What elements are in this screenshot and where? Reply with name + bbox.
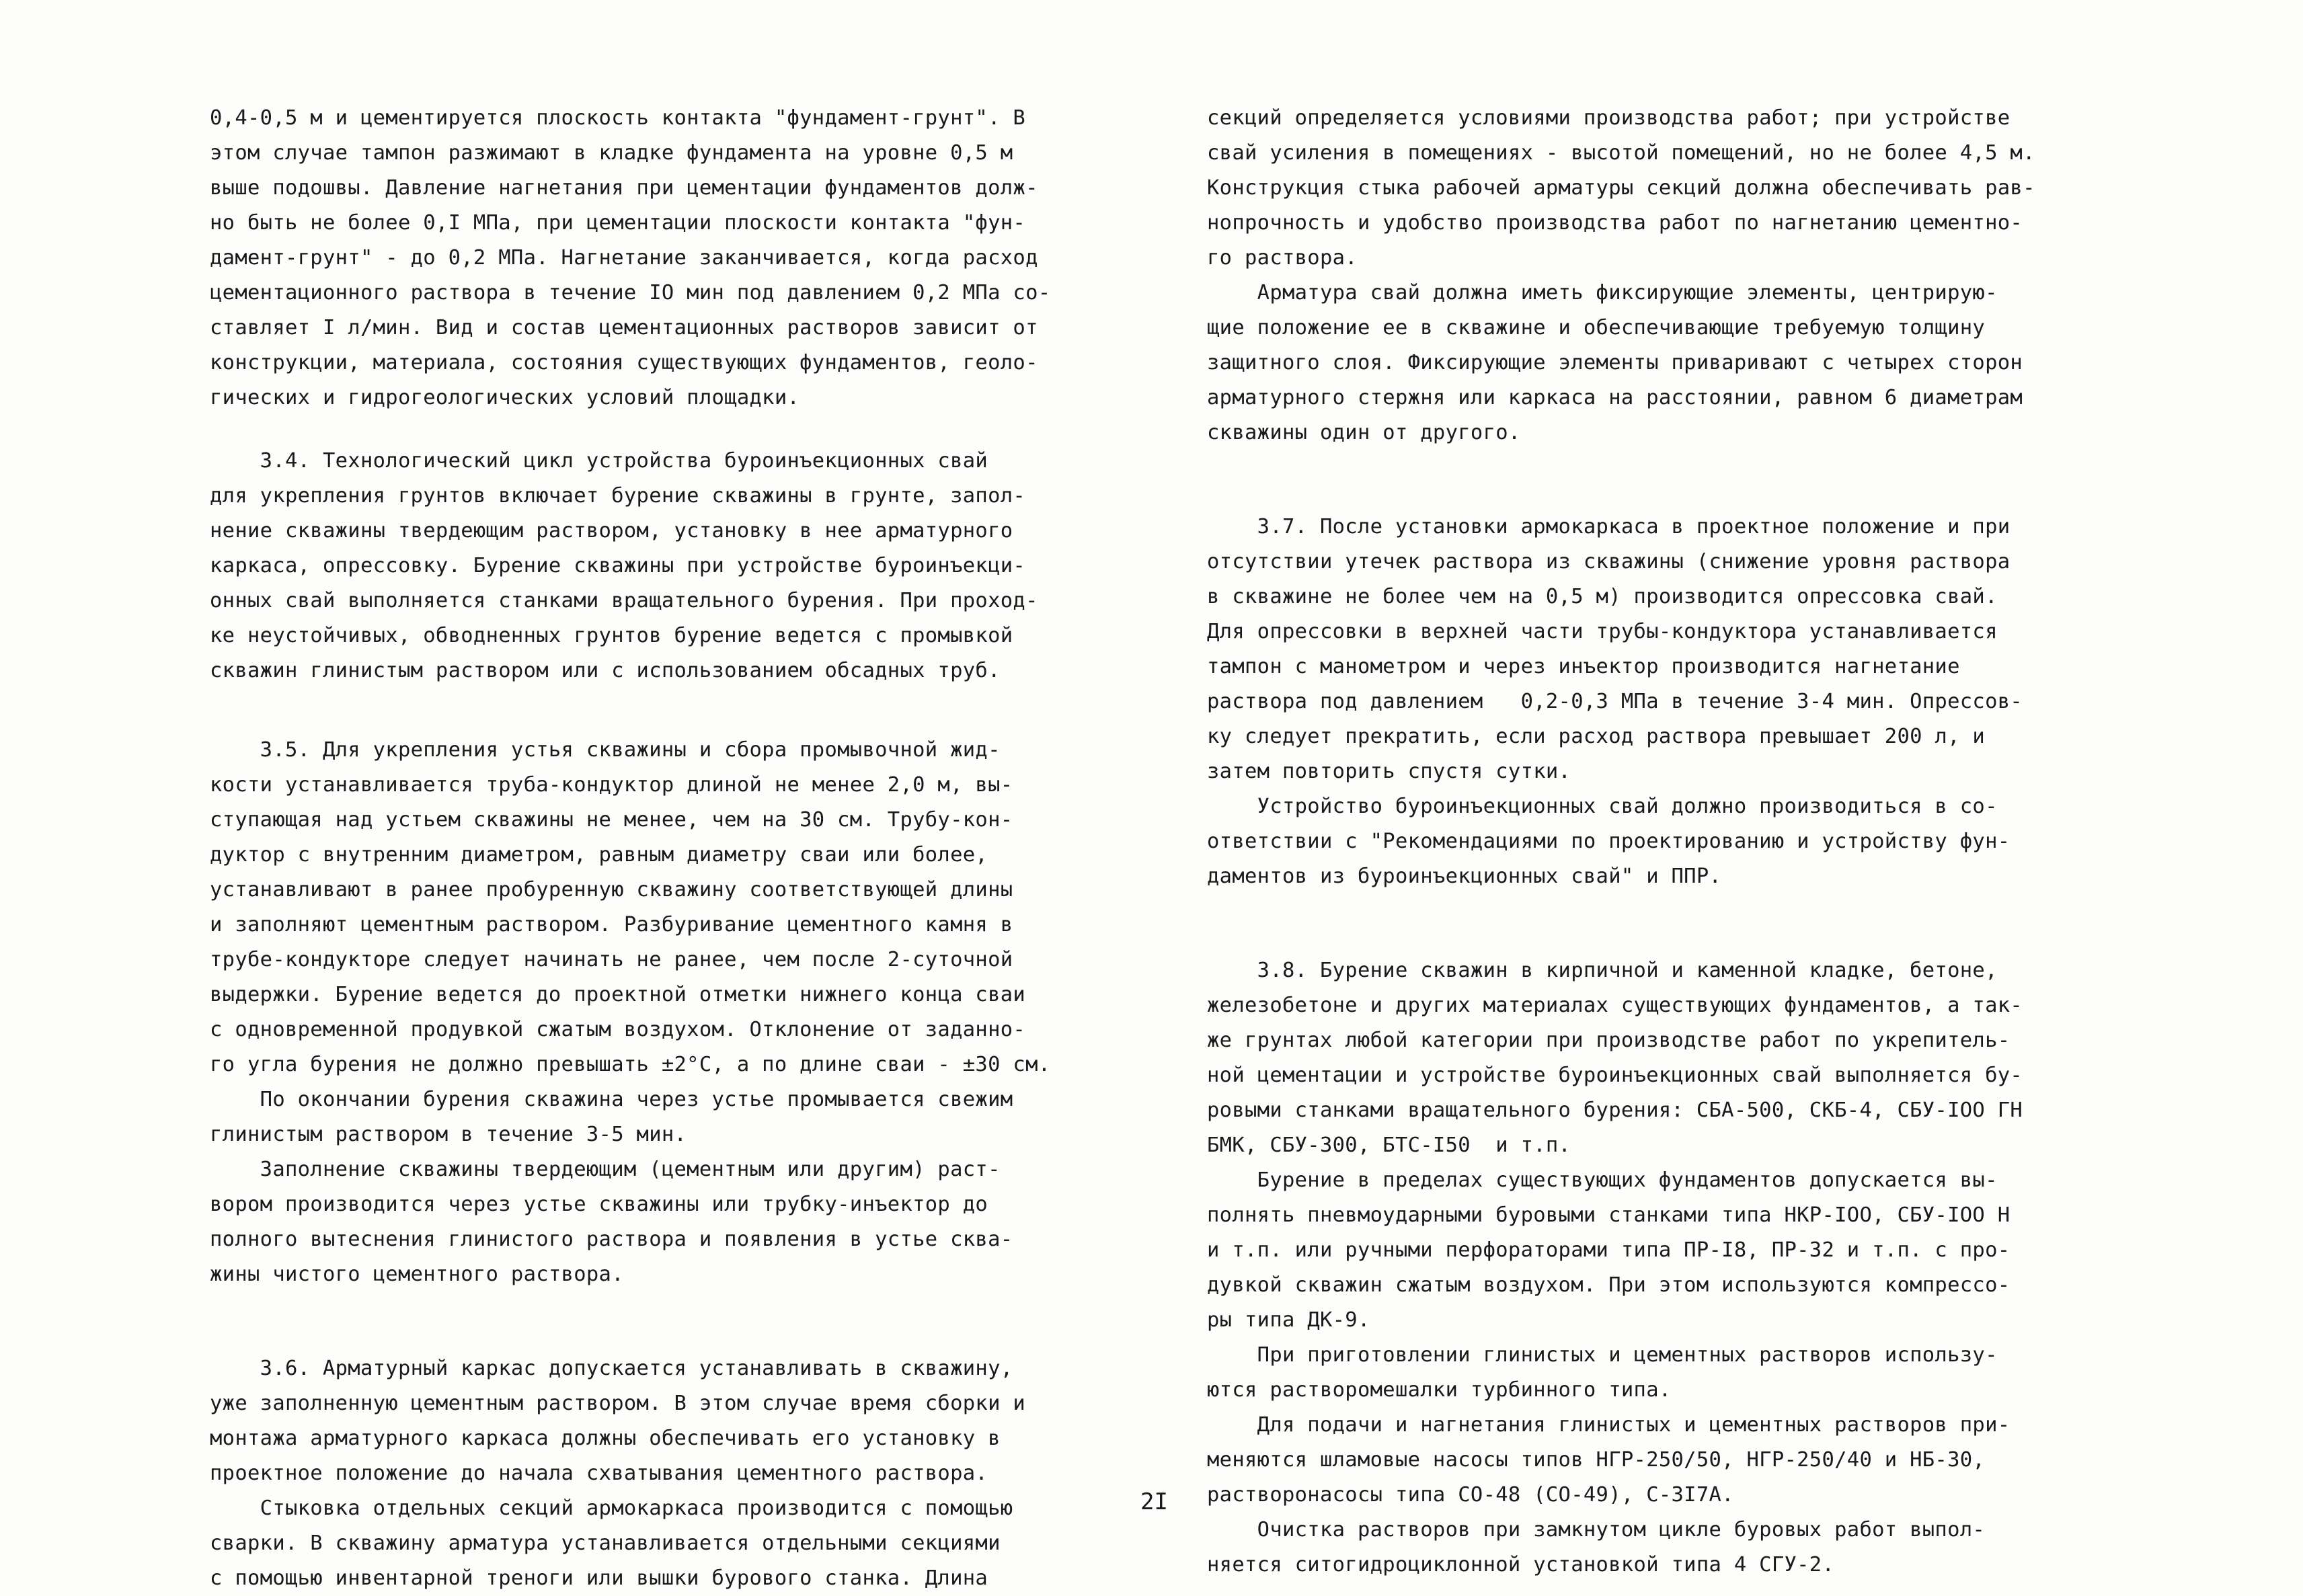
text-line: дуктор с внутренним диаметром, равным диаметру сваи или более, [210,843,988,867]
left-column [210,101,1131,1596]
text-line: няется ситогидроциклонной установкой типа 4 СГУ-2. [1207,1553,1835,1577]
paragraph-block [1207,510,2128,894]
text-line: 0,4-0,5 м и цементируется плоскость контакта "фундамент-грунт". В [210,106,1026,130]
text-line: выдержки. Бурение ведется до проектной отметки нижнего конца сваи [210,983,1026,1006]
text-line: дувкой скважин сжатым воздухом. При этом используются компрессо- [1207,1273,2011,1297]
text-line: Стыковка отдельных секций армокаркаса производится с помощью [210,1497,1013,1520]
text-line: щие положение ее в скважине и обеспечивающие требуемую толщину [1207,316,1986,340]
text-line: ставляет I л/мин. Вид и состав цементационных растворов зависит от [210,316,1038,340]
text-line: Для опрессовки в верхней части трубы-кондуктора устанавливается [1207,620,1998,643]
text-line: гических и гидрогеологических условий площадки. [210,386,800,409]
paragraph-block [1207,101,2128,450]
text-line: выше подошвы. Давление нагнетания при цементации фундаментов долж- [210,176,1038,200]
text-line: вором производится через устье скважины или трубку-инъектор до [210,1193,988,1216]
text-line: Очистка растворов при замкнутом цикле буровых работ выпол- [1207,1518,1986,1542]
text-line: 3.8. Бурение скважин в кирпичной и каменной кладке, бетоне, [1207,959,1998,982]
text-line: ответствии с "Рекомендациями по проектированию и устройству фун- [1207,830,2011,853]
text-line: Заполнение скважины твердеющим (цементным или другим) раст- [210,1158,1001,1181]
text-line: ке неустойчивых, обводненных грунтов бурение ведется с промывкой [210,624,1013,647]
text-line: Для подачи и нагнетания глинистых и цементных растворов при- [1207,1413,2011,1437]
text-line: При приготовлении глинистых и цементных растворов использу- [1207,1343,1998,1367]
text-line: сварки. В скважину арматура устанавливается отдельными секциями [210,1531,1001,1555]
text-line: дамент-грунт" - до 0,2 МПа. Нагнетание заканчивается, когда расход [210,246,1038,270]
text-line: даментов из буроинъекционных свай" и ППР. [1207,865,1722,888]
text-line: жины чистого цементного раствора. [210,1263,624,1286]
text-line: скважины один от другого. [1207,421,1521,444]
text-line: го раствора. [1207,246,1358,270]
text-line: кости устанавливается труба-кондуктор длиной не менее 2,0 м, вы- [210,773,1013,797]
text-line: для укрепления грунтов включает бурение скважины в грунте, запол- [210,484,1026,508]
text-line: нопрочность и удобство производства работ по нагнетанию цементно- [1207,211,2023,235]
text-line: же грунтах любой категории при производстве работ по укрепитель- [1207,1029,2011,1052]
text-line: с помощью инвентарной треноги или вышки бурового станка. Длина [210,1566,988,1590]
text-line: ку следует прекратить, если расход раствора превышает 200 л, и [1207,725,1986,748]
text-line: растворонасосы типа СО-48 (СО-49), С-3I7А. [1207,1483,1734,1507]
text-line: Конструкция стыка рабочей арматуры секций должна обеспечивать рав- [1207,176,2035,200]
text-line: БМК, СБУ-300, БТС-I50 и т.п. [1207,1133,1571,1157]
text-line: отсутствии утечек раствора из скважины (снижение уровня раствора [1207,550,2011,573]
paragraph-block [210,444,1131,688]
text-line: ступающая над устьем скважины не менее, чем на 30 см. Трубу-кон- [210,808,1013,832]
text-line: уже заполненную цементным раствором. В этом случае время сборки и [210,1392,1026,1415]
text-line: конструкции, материала, состояния существующих фундаментов, геоло- [210,351,1038,374]
text-line: с одновременной продувкой сжатым воздухом. Отклонение от заданно- [210,1018,1026,1041]
paragraph-block [210,1351,1131,1596]
text-line: секций определяется условиями производства работ; при устройстве [1207,106,2011,130]
text-line: арматурного стержня или каркаса на расстоянии, равном 6 диаметрам [1207,386,2023,409]
text-line: полного вытеснения глинистого раствора и появления в устье сква- [210,1228,1013,1251]
text-line: железобетоне и других материалах существующих фундаментов, а так- [1207,994,2023,1017]
text-line: проектное положение до начала схватывания цементного раствора. [210,1462,988,1485]
text-line: монтажа арматурного каркаса должны обеспечивать его установку в [210,1427,1001,1450]
page-number: 2I [1140,1488,1168,1515]
text-line: 3.4. Технологический цикл устройства буроинъекционных свай [210,449,988,473]
text-line: ются растворомешалки турбинного типа. [1207,1378,1672,1402]
text-line: ры типа ДК-9. [1207,1308,1370,1332]
text-line: каркаса, опрессовку. Бурение скважины при устройстве буроинъекци- [210,554,1026,577]
text-line: го угла бурения не должно превышать ±2°С, а по длине сваи - ±30 см. [210,1053,1051,1076]
paragraph-block [1207,953,2128,1583]
text-line: тампон с манометром и через инъектор производится нагнетание [1207,655,1960,678]
text-line: Бурение в пределах существующих фундаментов допускается вы- [1207,1168,1998,1192]
text-line: и заполняют цементным раствором. Разбуривание цементного камня в [210,913,1013,936]
text-line: глинистым раствором в течение 3-5 мин. [210,1123,687,1146]
text-line: затем повторить спустя сутки. [1207,760,1571,783]
text-line: но быть не более 0,I МПа, при цементации плоскости контакта "фун- [210,211,1026,235]
text-line: По окончании бурения скважина через устье промывается свежим [210,1088,1013,1111]
text-line: меняются шламовые насосы типов НГР-250/50, НГР-250/40 и НБ-30, [1207,1448,1986,1472]
text-line: 3.6. Арматурный каркас допускается устанавливать в скважину, [210,1357,1013,1380]
text-line: трубе-кондукторе следует начинать не ранее, чем после 2-суточной [210,948,1013,971]
text-line: полнять пневмоударными буровыми станками типа НКР-IOO, СБУ-IOO Н [1207,1203,2011,1227]
paragraph-block [210,101,1131,415]
text-line: нение скважины твердеющим раствором, установку в нее арматурного [210,519,1013,543]
text-line: защитного слоя. Фиксирующие элементы приваривают с четырех сторон [1207,351,2023,374]
text-line: в скважине не более чем на 0,5 м) производится опрессовка свай. [1207,585,1998,608]
text-line: ной цементации и устройстве буроинъекционных свай выполняется бу- [1207,1064,2023,1087]
text-line: свай усиления в помещениях - высотой помещений, но не более 4,5 м. [1207,141,2035,165]
text-line: Устройство буроинъекционных свай должно производиться в со- [1207,795,1998,818]
text-line: раствора под давлением 0,2-0,3 МПа в течение 3-4 мин. Опрессов- [1207,690,2023,713]
text-line: 3.7. После установки армокаркаса в проектное положение и при [1207,515,2011,538]
text-line: ровыми станками вращательного бурения: СБА-500, СКБ-4, СБУ-IOO ГН [1207,1099,2023,1122]
text-line: этом случае тампон разжимают в кладке фундамента на уровне 0,5 м [210,141,1013,165]
paragraph-block [210,733,1131,1292]
text-line: цементационного раствора в течение IO мин под давлением 0,2 МПа со- [210,281,1051,305]
right-column [1207,101,2128,1583]
text-line: скважин глинистым раствором или с использованием обсадных труб. [210,659,1001,682]
text-line: Арматура свай должна иметь фиксирующие элементы, центрирую- [1207,281,1998,305]
text-line: онных свай выполняется станками вращательного бурения. При проход- [210,589,1038,612]
text-line: и т.п. или ручными перфораторами типа ПР-I8, ПР-32 и т.п. с про- [1207,1238,2011,1262]
text-line: 3.5. Для укрепления устья скважины и сбора промывочной жид- [210,738,1001,762]
text-line: устанавливают в ранее пробуренную скважину соответствующей длины [210,878,1013,902]
